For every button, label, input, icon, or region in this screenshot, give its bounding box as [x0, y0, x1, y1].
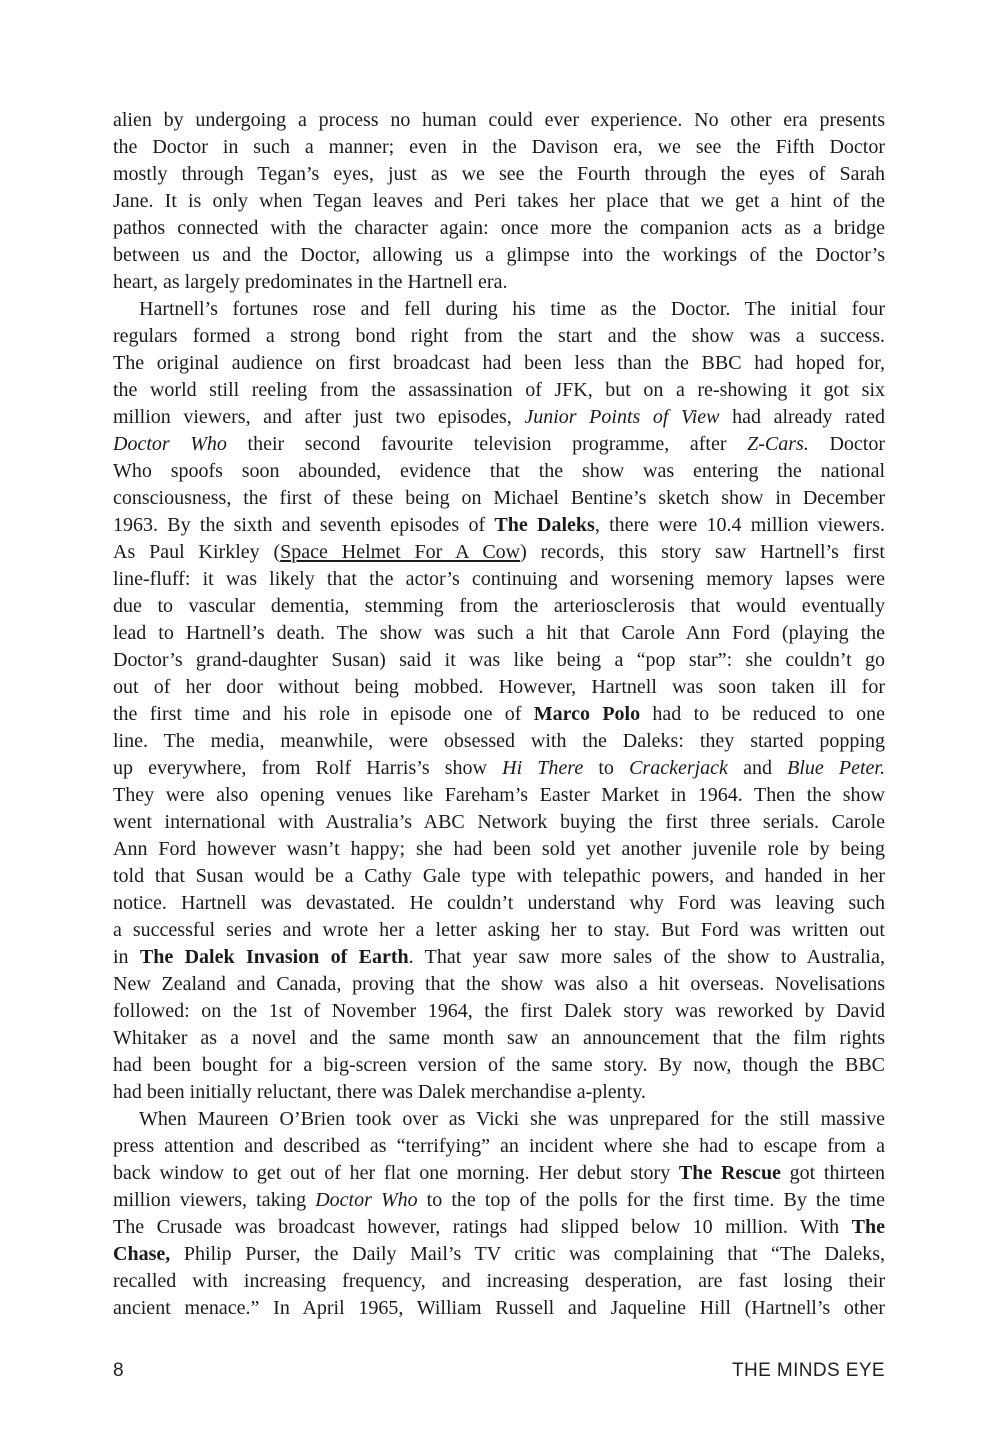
text-block	[113, 107, 885, 1322]
body-line: line-fluff: it was likely that the actor’s continuing and worsening memory lapses were	[113, 568, 885, 590]
body-line: told that Susan would be a Cathy Gale type with telepathic powers, and handed in her	[113, 865, 885, 887]
body-line: lead to Hartnell’s death. The show was such a hit that Carole Ann Ford (playing the	[113, 622, 885, 644]
body-line: As Paul Kirkley (Space Helmet For A Cow) records, this story saw Hartnell’s first	[113, 541, 885, 563]
body-line: Hartnell’s fortunes rose and fell during his time as the Doctor. The initial four	[139, 298, 885, 320]
body-line: back window to get out of her flat one morning. Her debut story The Rescue got thirteen	[113, 1162, 885, 1184]
paragraph	[113, 107, 885, 296]
body-line: ancient menace.” In April 1965, William Russell and Jaqueline Hill (Hartnell’s other	[113, 1297, 885, 1319]
body-line: The original audience on first broadcast had been less than the BBC had hoped for,	[113, 352, 885, 374]
body-line: Doctor Who their second favourite television programme, after Z-Cars. Doctor	[113, 433, 885, 455]
body-line: 1963. By the sixth and seventh episodes of The Daleks, there were 10.4 million viewers.	[113, 514, 885, 536]
body-line: line. The media, meanwhile, were obsessed with the Daleks: they started popping	[113, 730, 885, 752]
body-line: press attention and described as “terrifying” an incident where she had to escape from a	[113, 1135, 885, 1157]
body-line: Ann Ford however wasn’t happy; she had been sold yet another juvenile role by being	[113, 838, 885, 860]
paragraph	[113, 1106, 885, 1322]
body-line: went international with Australia’s ABC Network buying the first three serials. Carole	[113, 811, 885, 833]
body-line: had been bought for a big-screen version of the same story. By now, though the BBC	[113, 1054, 885, 1076]
body-line: in The Dalek Invasion of Earth. That year saw more sales of the show to Australia,	[113, 946, 885, 968]
body-line: due to vascular dementia, stemming from the arteriosclerosis that would eventually	[113, 595, 885, 617]
running-title: THE MINDS EYE	[732, 1360, 885, 1381]
page-number: 8	[113, 1360, 124, 1381]
body-line: They were also opening venues like Fareham’s Easter Market in 1964. Then the show	[113, 784, 885, 806]
body-line: between us and the Doctor, allowing us a glimpse into the workings of the Doctor’s	[113, 244, 885, 266]
body-line: the world still reeling from the assassination of JFK, but on a re-showing it got six	[113, 379, 885, 401]
body-line: Doctor’s grand-daughter Susan) said it was like being a “pop star”: she couldn’t go	[113, 649, 885, 671]
body-line: up everywhere, from Rolf Harris’s show Hi There to Crackerjack and Blue Peter.	[113, 757, 885, 779]
body-line: out of her door without being mobbed. However, Hartnell was soon taken ill for	[113, 676, 885, 698]
body-line: mostly through Tegan’s eyes, just as we see the Fourth through the eyes of Sarah	[113, 163, 885, 185]
body-line: recalled with increasing frequency, and increasing desperation, are fast losing their	[113, 1270, 885, 1292]
body-line: regulars formed a strong bond right from the start and the show was a success.	[113, 325, 885, 347]
body-line: a successful series and wrote her a letter asking her to stay. But Ford was written out	[113, 919, 885, 941]
body-line: followed: on the 1st of November 1964, the first Dalek story was reworked by David	[113, 1000, 885, 1022]
body-line: the Doctor in such a manner; even in the Davison era, we see the Fifth Doctor	[113, 136, 885, 158]
body-line: alien by undergoing a process no human could ever experience. No other era presents	[113, 109, 885, 131]
body-line: the first time and his role in episode one of Marco Polo had to be reduced to one	[113, 703, 885, 725]
body-line: million viewers, taking Doctor Who to the top of the polls for the first time. By the time	[113, 1189, 885, 1211]
paragraph	[113, 296, 885, 1106]
body-line: The Crusade was broadcast however, ratings had slipped below 10 million. With The	[113, 1216, 885, 1238]
body-line: notice. Hartnell was devastated. He couldn’t understand why Ford was leaving such	[113, 892, 885, 914]
body-line: million viewers, and after just two episodes, Junior Points of View had already rated	[113, 406, 885, 428]
body-line: Jane. It is only when Tegan leaves and Peri takes her place that we get a hint of the	[113, 190, 885, 212]
body-line: had been initially reluctant, there was Dalek merchandise a-plenty.	[113, 1081, 646, 1103]
body-line: When Maureen O’Brien took over as Vicki she was unprepared for the still massive	[139, 1108, 885, 1130]
body-line: heart, as largely predominates in the Hartnell era.	[113, 271, 508, 293]
body-line: pathos connected with the character again: once more the companion acts as a bridge	[113, 217, 885, 239]
page-footer	[113, 1360, 885, 1382]
body-line: Chase, Philip Purser, the Daily Mail’s TV critic was complaining that “The Daleks,	[113, 1243, 885, 1265]
body-line: consciousness, the first of these being on Michael Bentine’s sketch show in December	[113, 487, 885, 509]
body-line: Whitaker as a novel and the same month saw an announcement that the film rights	[113, 1027, 885, 1049]
body-line: Who spoofs soon abounded, evidence that the show was entering the national	[113, 460, 885, 482]
body-line: New Zealand and Canada, proving that the show was also a hit overseas. Novelisations	[113, 973, 885, 995]
